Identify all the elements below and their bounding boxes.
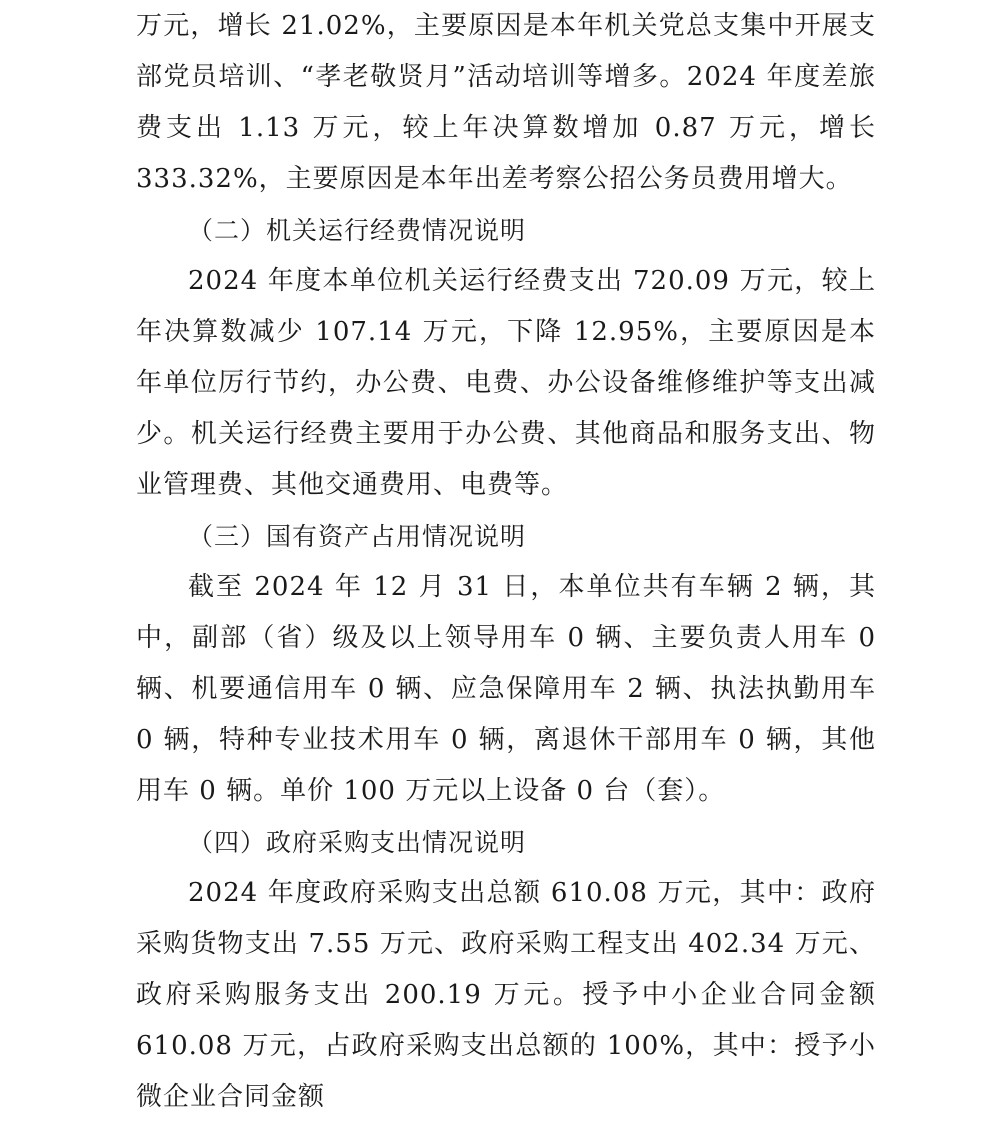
paragraph-travel-expenses: 万元，增长 21.02%，主要原因是本年机关党总支集中开展支部党员培训、“孝老敬贤月”活动培训等增多。2024 年度差旅费支出 1.13 万元，较上年决算数增加 0.87 万元，增长 333.32%，主要原因是本年出差考察公招公务员费用增大。	[136, 11, 876, 194]
section-heading-procurement: （四）政府采购支出情况说明	[188, 828, 527, 857]
section-heading-operating-costs: （二）机关运行经费情况说明	[188, 216, 527, 245]
paragraph-state-assets: 截至 2024 年 12 月 31 日，本单位共有车辆 2 辆，其中，副部（省）级及以上领导用车 0 辆、主要负责人用车 0 辆、机要通信用车 0 辆、应急保障用车 2 辆、执法执勤用车 0 辆，特种专业技术用车 0 辆，离退休干部用车 0 辆，其他用车 0 辆。单价 100 万元以上设备 0 台（套）。	[136, 572, 876, 806]
paragraph-operating-costs: 2024 年度本单位机关运行经费支出 720.09 万元，较上年决算数减少 107.14 万元，下降 12.95%，主要原因是本年单位厉行节约，办公费、电费、办公设备维修维护等支出减少。机关运行经费主要用于办公费、其他商品和服务支出、物业管理费、其他交通费用、电费等。	[136, 266, 876, 500]
section-heading-state-assets: （三）国有资产占用情况说明	[188, 522, 527, 551]
document-body	[136, 1, 876, 1123]
paragraph-procurement: 2024 年度政府采购支出总额 610.08 万元，其中：政府采购货物支出 7.55 万元、政府采购工程支出 402.34 万元、政府采购服务支出 200.19 万元。授予中小企业合同金额 610.08 万元，占政府采购支出总额的 100%，其中：授予小微企业合同金额	[136, 878, 876, 1112]
